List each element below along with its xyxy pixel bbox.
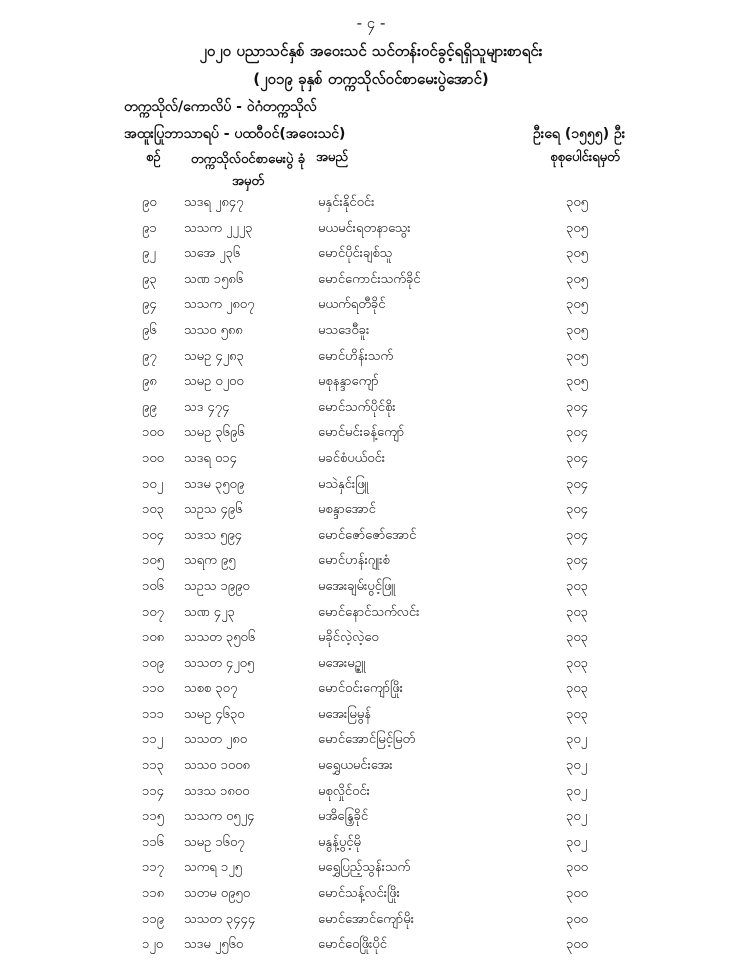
row-number: ၁၀၉: [142, 655, 164, 671]
page-number: - ၄ -: [356, 14, 386, 32]
table-row: [0, 757, 742, 783]
row-number: ၁၁၆: [142, 834, 164, 850]
row-number: ၁၀၃: [142, 502, 164, 518]
header-total-score: စုစုပေါင်းရမှတ်: [550, 150, 620, 165]
title-line-1: ၂၀၂၀ ပညာသင်နှစ် အဝေးသင် သင်တန်းဝင်ခွင့်ရရှိသူများစာရင်း: [199, 42, 543, 60]
row-number: ၁၀၄: [142, 527, 164, 543]
row-name: မစုနန္ဒာကျော်: [318, 374, 379, 390]
row-number: ၁၀၂: [142, 476, 164, 492]
row-name: မောင်ဟိန်းသက်: [318, 348, 394, 364]
table-row: [0, 783, 742, 809]
row-name: မယမင်းရတနာသွေး: [318, 220, 411, 236]
row-score: ၃၀၅: [566, 246, 588, 262]
row-name: မောင်သက်ပိုင်စိုး: [318, 399, 396, 415]
row-name: မရွှေပြည့်သွန်းသက်: [318, 860, 411, 876]
row-name: မအေးချမ်းပွင့်ဖြူ: [318, 578, 396, 594]
row-name: မစုလှိုင်ဝင်း: [318, 783, 370, 799]
row-roll-number: သဏ ၄၂၃: [184, 604, 235, 620]
row-name: မအိန္ဒြေခိုင်: [318, 809, 369, 825]
table-row: [0, 271, 742, 297]
row-number: ၉၇: [142, 348, 157, 364]
table-row: [0, 220, 742, 246]
row-roll-number: သဥသ ၁၉၉၀: [184, 578, 250, 594]
row-score: ၃၀၀: [566, 886, 588, 902]
row-roll-number: သစစ ၃၀၇: [184, 681, 238, 697]
row-score: ၃၀၅: [566, 374, 588, 390]
row-name: မနွန့်ပွင့်မို: [318, 834, 361, 850]
row-score: ၃၀၂: [566, 758, 588, 774]
table-row: [0, 527, 742, 553]
row-roll-number: သသတ ၃၅၀၆: [184, 630, 256, 646]
row-name: မောင်ဝေဖြိုးပိုင်: [318, 937, 387, 953]
row-score: ၃၀၃: [566, 630, 588, 646]
row-name: မခင်စံပယ်ဝင်း: [318, 450, 386, 466]
row-name: မစန္ဒာအောင်: [318, 502, 376, 518]
row-roll-number: သမဥ ၄၆၃၀: [184, 706, 245, 722]
row-number: ၉၁: [142, 220, 157, 236]
row-number: ၁၀၆: [142, 578, 164, 594]
row-number: ၉၃: [142, 271, 157, 287]
row-score: ၃၀၅: [566, 195, 588, 210]
row-score: ၃၀၃: [566, 706, 588, 722]
results-table-body: [0, 194, 742, 962]
table-row: [0, 706, 742, 732]
row-roll-number: သဒသ ၅၉၄: [184, 527, 242, 543]
row-score: ၃၀၀: [566, 860, 588, 876]
row-name: မရွှေယမင်းအေး: [318, 758, 393, 774]
row-name: မောင်အောင်မြင့်မြတ်: [318, 732, 416, 748]
row-name: မောင်ဟန်းဂျုးစံ: [318, 553, 390, 569]
row-roll-number: သဒရ ၂၈၄၇: [184, 195, 244, 210]
row-score: ၃၀၃: [566, 655, 588, 671]
row-number: ၉၄: [142, 297, 157, 313]
row-name: မောင်မင်းခန့်ကျော်: [318, 425, 405, 441]
row-score: ၃၀၄: [566, 399, 588, 415]
row-score: ၃၀၄: [566, 425, 588, 441]
row-name: မောင်ဇော်ဇော်အောင်: [318, 527, 417, 543]
row-number: ၁၀၀: [142, 450, 164, 466]
table-row: [0, 501, 742, 527]
row-score: ၃၀၄: [566, 450, 588, 466]
row-name: မောင်သန့်လင်းဖြိုး: [318, 886, 400, 902]
title-line-2: (၂၀၁၉ ခုနှစ် တက္ကသိုလ်ဝင်စာမေးပွဲအောင်): [253, 70, 489, 88]
row-score: ၃၀၂: [566, 834, 588, 850]
table-row: [0, 373, 742, 399]
row-roll-number: သရက ၉၅: [184, 553, 236, 569]
row-name: မောင်အောင်ကျော်မိုး: [318, 911, 414, 927]
table-row: [0, 834, 742, 860]
row-name: မောင်ပိုင်းချစ်သူ: [318, 246, 393, 262]
row-name: မအေးမြမွန်: [318, 706, 371, 722]
row-roll-number: သသတ ၄၂၀၅: [184, 655, 255, 671]
row-roll-number: သဥသ ၄၉၆: [184, 502, 243, 518]
row-score: ၃၀၄: [566, 476, 588, 492]
row-name: မသဲနှင်းဖြူ: [318, 476, 369, 492]
table-row: [0, 936, 742, 962]
row-number: ၉၆: [142, 322, 157, 338]
row-score: ၃၀၃: [566, 604, 588, 620]
row-number: ၁၁၀: [142, 681, 164, 697]
row-roll-number: သကရ ၁၂၅: [184, 860, 242, 876]
row-number: ၁၀၀: [142, 425, 164, 441]
table-row: [0, 348, 742, 374]
table-row: [0, 885, 742, 911]
row-number: ၉၈: [142, 374, 157, 390]
table-row: [0, 424, 742, 450]
row-score: ၃၀၀: [566, 911, 588, 927]
table-row: [0, 194, 742, 220]
row-name: မခိုင်လဲ့လဲ့ဝေ: [318, 630, 379, 646]
row-number: ၁၀၈: [142, 630, 165, 646]
row-score: ၃၀၂: [566, 732, 588, 748]
row-score: ၃၀၅: [566, 271, 588, 287]
row-score: ၃၀၅: [566, 348, 588, 364]
table-row: [0, 450, 742, 476]
row-number: ၉၉: [142, 399, 157, 415]
row-roll-number: သသက ၀၅၂၄: [184, 809, 255, 825]
table-row: [0, 296, 742, 322]
row-roll-number: သဏ ၁၅၈၆: [184, 271, 244, 287]
row-number: ၉၀: [142, 195, 157, 210]
row-number: ၁၁၂: [142, 732, 164, 748]
row-roll-number: သဒသ ၁၈၀၀: [184, 783, 250, 799]
row-score: ၃၀၄: [566, 553, 588, 569]
row-score: ၃၀၄: [566, 527, 588, 543]
row-score: ၃၀၂: [566, 809, 588, 825]
row-roll-number: သဒမ ၂၅၆၀: [184, 937, 244, 953]
row-name: မသဒေဝီခူး: [318, 322, 370, 338]
row-roll-number: သဒရ ၀၁၄: [184, 450, 237, 466]
row-roll-number: သတမ ၀၉၅၀: [184, 886, 251, 902]
row-name: မနှင်းနိုင်ဝင်း: [318, 195, 375, 210]
row-number: ၉၂: [142, 246, 156, 262]
row-number: ၁၁၅: [142, 809, 164, 825]
table-row: [0, 578, 742, 604]
table-row: [0, 322, 742, 348]
table-row: [0, 476, 742, 502]
row-roll-number: သသဝ ၅၈၈: [184, 322, 243, 338]
row-roll-number: သမဥ ၃၆၉၆: [184, 425, 245, 441]
row-score: ၃၀၅: [566, 297, 588, 313]
table-row: [0, 604, 742, 630]
table-row: [0, 808, 742, 834]
row-number: ၁၁၇: [142, 860, 164, 876]
row-roll-number: သမဥ ၁၆၀၇: [184, 834, 245, 850]
row-name: မောင်နောင်သက်လင်း: [318, 604, 420, 620]
row-roll-number: သသဝ ၁၀၀၈: [184, 758, 250, 774]
row-roll-number: သသက ၂၂၂၃: [184, 220, 253, 236]
row-score: ၃၀၄: [566, 502, 588, 518]
row-name: မောင်ဝင်းကျော်ဖြိုး: [318, 681, 403, 697]
row-number: ၁၀၇: [142, 604, 164, 620]
specialization-line: အထူးပြုဘာသာရပ် - ပထဝီဝင်(အဝေးသင်): [124, 126, 346, 142]
row-number: ၁၁၈: [142, 886, 165, 902]
table-row: [0, 399, 742, 425]
total-count: ဦးရေ (၁၅၅၅) ဦး: [533, 126, 626, 142]
row-number: ၁၀၅: [142, 553, 164, 569]
row-name: မောင်ကောင်းသက်ခိုင်: [318, 271, 421, 287]
row-roll-number: သအေ ၂၃၆: [184, 246, 241, 262]
row-score: ၃၀၃: [566, 681, 588, 697]
table-row: [0, 680, 742, 706]
university-line: တက္ကသိုလ်/ကောလိပ် - ဝဲဂံတက္ကသိုလ်: [124, 99, 317, 115]
table-row: [0, 629, 742, 655]
row-score: ၃၀၅: [566, 322, 588, 338]
row-number: ၁၁၉: [142, 911, 164, 927]
row-number: ၁၁၁: [142, 706, 164, 722]
table-row: [0, 859, 742, 885]
row-score: ၃၀၃: [566, 578, 588, 594]
table-row: [0, 731, 742, 757]
header-roll-number: တက္ကသိုလ်ဝင်စာမေးပွဲ ခုံအမှတ်: [190, 152, 306, 189]
table-row: [0, 655, 742, 681]
row-roll-number: သသတ ၃၄၄၄: [184, 911, 256, 927]
row-roll-number: သသက ၂၈၀၇: [184, 297, 255, 313]
row-roll-number: သသတ ၂၈၀: [184, 732, 248, 748]
row-score: ၃၀၅: [566, 220, 588, 236]
row-roll-number: သမဥ ၄၂၈၃: [184, 348, 244, 364]
table-row: [0, 245, 742, 271]
row-roll-number: သဒ ၄၇၄: [184, 399, 230, 415]
table-row: [0, 552, 742, 578]
row-score: ၃၀၂: [566, 783, 588, 799]
row-number: ၁၁၄: [142, 783, 164, 799]
row-score: ၃၀၀: [566, 937, 588, 953]
row-number: ၁၁၃: [142, 758, 164, 774]
row-name: မယက်ရတီခိုင်: [318, 297, 386, 313]
row-roll-number: သဒမ ၃၅၀၉: [184, 476, 245, 492]
header-name: အမည်: [316, 150, 348, 165]
header-no: စဉ်: [146, 150, 161, 165]
row-name: မအေးမဉ္ဇူ: [318, 655, 366, 671]
row-number: ၁၂၀: [142, 937, 164, 953]
table-row: [0, 911, 742, 937]
row-roll-number: သမဥ ၀၂၀၀: [184, 374, 244, 390]
